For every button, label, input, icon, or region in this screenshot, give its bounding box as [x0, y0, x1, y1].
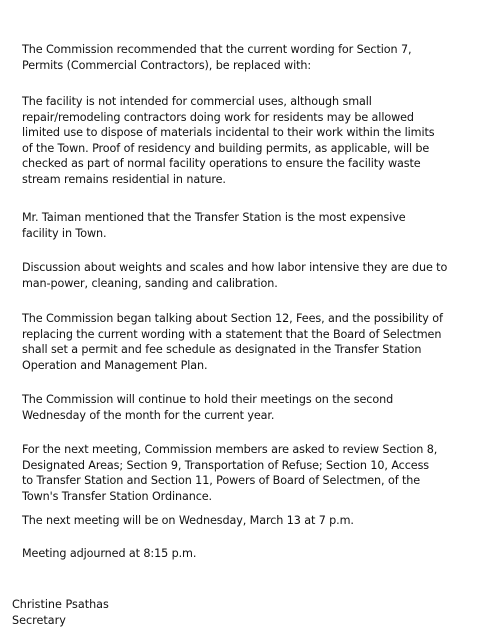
- signature-name: Christine Psathas: [12, 598, 109, 611]
- paragraph-next-meeting-review: [22, 442, 492, 504]
- paragraph-next-meeting-date: [22, 513, 492, 529]
- signature-block: [12, 597, 109, 628]
- text-line: replacing the current wording with a statement that the Board of Selectmen: [22, 327, 442, 341]
- text-line: The Commission began talking about Section 12, Fees, and the possibility of: [22, 312, 443, 325]
- text-line: Designated Areas; Section 9, Transportation of Refuse; Section 10, Access: [22, 458, 430, 472]
- text-line: Meeting adjourned at 8:15 p.m.: [22, 547, 197, 560]
- text-line: The Commission will continue to hold their meetings on the second: [22, 393, 394, 406]
- text-line: shall set a permit and fee schedule as designated in the Transfer Station: [22, 343, 422, 357]
- paragraph-taiman-comment: [22, 210, 492, 241]
- text-line: stream remains residential in nature.: [22, 172, 226, 186]
- paragraph-weights-scales: [22, 260, 492, 291]
- text-line: The facility is not intended for commercial uses, although small: [22, 95, 372, 108]
- text-line: Wednesday of the month for the current year.: [22, 408, 275, 422]
- text-line: Town's Transfer Station Ordinance.: [22, 489, 212, 503]
- text-line: Mr. Taiman mentioned that the Transfer Station is the most expensive: [22, 211, 406, 224]
- paragraph-meeting-schedule: [22, 392, 492, 423]
- text-line: checked as part of normal facility operations to ensure the facility waste: [22, 157, 421, 171]
- paragraph-section12-fees: [22, 311, 492, 373]
- text-line: to Transfer Station and Section 11, Powers of Board of Selectmen, of the: [22, 474, 421, 488]
- paragraph-adjourned: [22, 546, 492, 562]
- text-line: The next meeting will be on Wednesday, March 13 at 7 p.m.: [22, 514, 354, 527]
- signature-title: Secretary: [12, 613, 66, 627]
- text-line: For the next meeting, Commission members are asked to review Section 8,: [22, 443, 438, 456]
- text-line: Permits (Commercial Contractors), be replaced with:: [22, 58, 312, 72]
- text-line: repair/remodeling contractors doing work for residents may be allowed: [22, 110, 414, 124]
- text-line: of the Town. Proof of residency and building permits, as applicable, will be: [22, 141, 430, 155]
- paragraph-section7-recommendation: [22, 42, 492, 73]
- text-line: The Commission recommended that the current wording for Section 7,: [22, 43, 412, 56]
- text-line: Operation and Management Plan.: [22, 358, 208, 372]
- text-line: Discussion about weights and scales and how labor intensive they are due to: [22, 261, 448, 274]
- paragraph-facility-policy: [22, 94, 492, 188]
- text-line: man-power, cleaning, sanding and calibration.: [22, 276, 278, 290]
- text-line: limited use to dispose of materials incidental to their work within the limits: [22, 126, 435, 140]
- text-line: facility in Town.: [22, 226, 107, 240]
